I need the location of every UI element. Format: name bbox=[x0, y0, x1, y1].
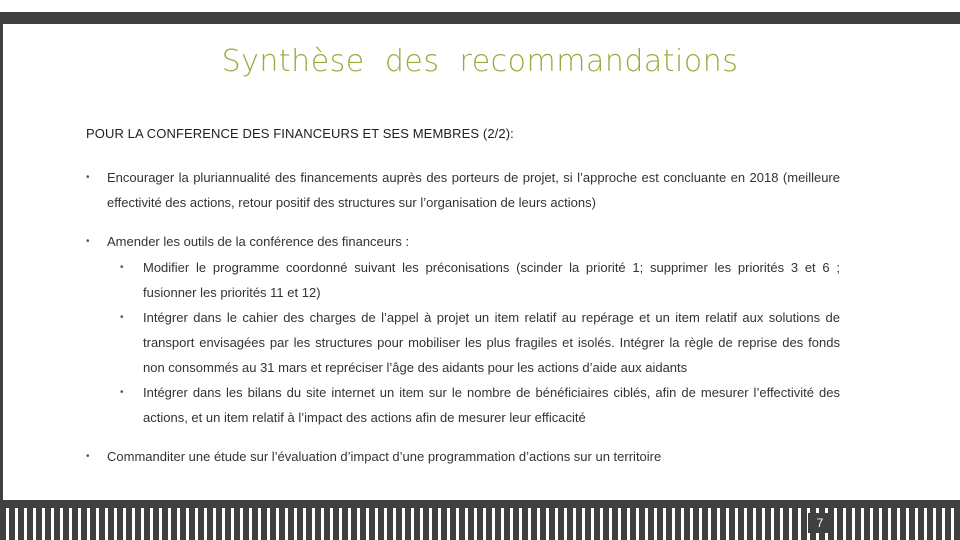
bullet-icon: • bbox=[120, 312, 124, 323]
left-border-line bbox=[0, 24, 3, 500]
section-heading: POUR LA CONFERENCE DES FINANCEURS ET SES MEMBRES (2/2): bbox=[86, 126, 514, 141]
top-decorative-bar bbox=[0, 0, 960, 24]
sub-recommendation-item-2 bbox=[86, 305, 840, 380]
recommendation-text: Commanditer une étude sur l’évaluation d’impact d’une programmation d’actions sur un territoire bbox=[107, 449, 662, 464]
recommendation-item-2 bbox=[86, 229, 840, 254]
bullet-icon: • bbox=[86, 236, 90, 247]
sub-recommendation-text: Intégrer dans le cahier des charges de l’appel à projet un item relatif au repérage et un item relatif aux solutions de transport envisagées par les structures pour mobiliser les plus fragiles et isolés. Intégrer la règle de reprise des fonds non consommés au 31 mars et repréciser l’âge des aidants pour les actions d’aide aux aidants bbox=[143, 310, 840, 375]
page-number: 7 bbox=[808, 513, 832, 533]
bullet-icon: • bbox=[120, 387, 124, 398]
recommendation-text: Encourager la pluriannualité des financements auprès des porteurs de projet, si l’approche est concluante en 2018 (meilleure effectivité des actions, retour positif des structures sur l’organisation de leurs actions) bbox=[107, 170, 840, 210]
sub-recommendation-text: Modifier le programme coordonné suivant les préconisations (scinder la priorité 1; supprimer les priorités 3 et 6 ; fusionner les priorités 11 et 12) bbox=[143, 260, 840, 300]
top-bar-fill bbox=[0, 12, 960, 24]
bullet-icon: • bbox=[86, 451, 90, 462]
sub-recommendation-text: Intégrer dans les bilans du site internet un item sur le nombre de bénéficiaires ciblés, afin de mesurer l’effectivité des actions, et un item relatif à l’impact des actions afin de mesurer leur efficacité bbox=[143, 385, 840, 425]
recommendation-text: Amender les outils de la conférence des financeurs : bbox=[107, 234, 410, 249]
recommendation-item-3 bbox=[86, 444, 840, 469]
slide-content bbox=[86, 126, 840, 469]
sub-recommendation-item-1 bbox=[86, 255, 840, 305]
recommendation-item-1 bbox=[86, 165, 840, 215]
bullet-icon: • bbox=[120, 262, 124, 273]
bullet-icon: • bbox=[86, 172, 90, 183]
slide-title: Synthèse des recommandations bbox=[221, 44, 739, 79]
sub-recommendation-item-3 bbox=[86, 380, 840, 430]
